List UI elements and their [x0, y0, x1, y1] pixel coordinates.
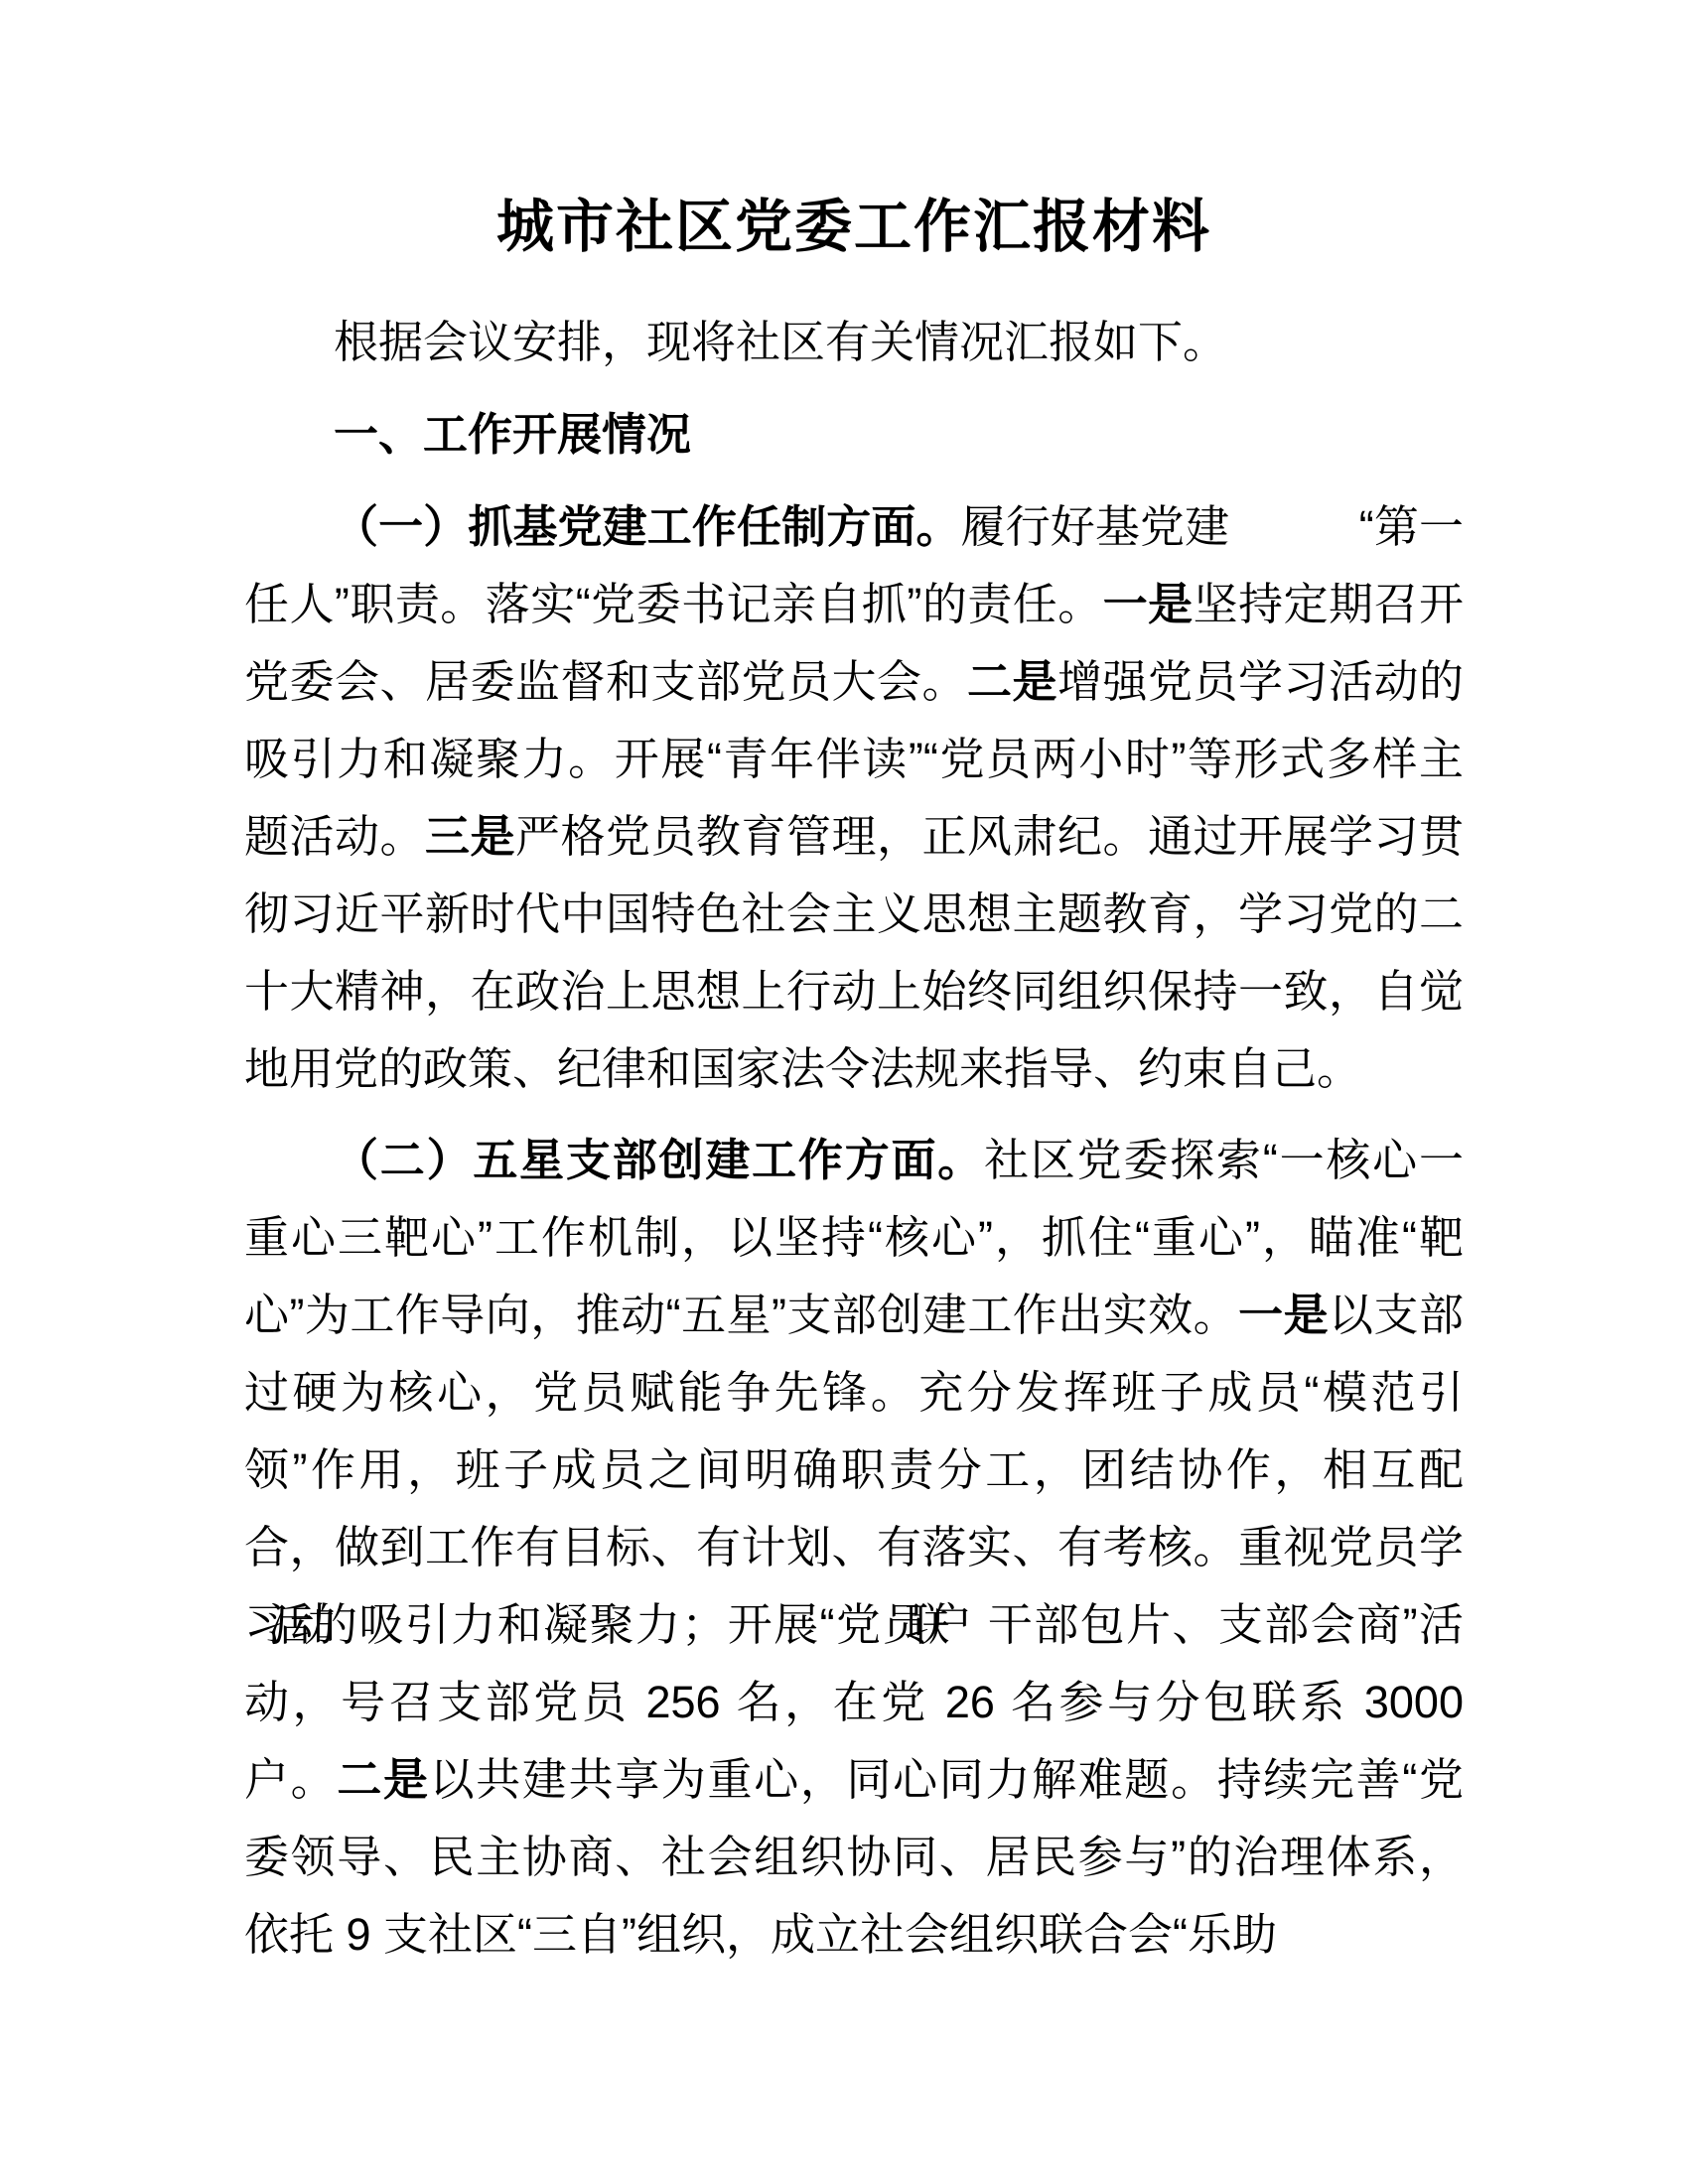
- text-run-normal: “第一任人”职责。落实“党委书记亲自抓”的责任。: [244, 501, 1464, 629]
- intro-paragraph: 根据会议安排，现将社区有关情况汇报如下。: [334, 317, 1228, 367]
- text-run-normal: 坚持定期召开党委会、居委监督和支部党员大会。: [244, 579, 1464, 707]
- paragraph-1: [244, 488, 1464, 1108]
- text-run-bold: 二是: [337, 1754, 430, 1805]
- text-run-bold: （二）五星支部创建工作方面。: [334, 1135, 985, 1185]
- section-heading: 一、工作开展情况: [334, 409, 692, 460]
- text-run-overlap: 习活动的: [244, 1599, 337, 1650]
- text-run-bold: 三是: [425, 811, 515, 862]
- text-run-bold: 一是: [1238, 1290, 1330, 1340]
- paragraph-2: [244, 1122, 1464, 1974]
- text-run-overlap: 员联户: [882, 1599, 951, 1650]
- text-run-normal: 严格党员教育管理，正风肃纪。通过开展学习贯彻习近平新时代中国特色社会主义思想主题教育，学习党的二十大精神，在政治上思想上行动上始终同组织保持一致，自觉地用党的政策、纪律和国家法令法规来指导、约束自己。: [244, 811, 1464, 1094]
- text-run-normal: 吸引力和凝聚力；开展“党: [358, 1599, 883, 1650]
- text-run-bold: （一）抓基党建工作任制方面。: [334, 501, 961, 552]
- text-block: [244, 0, 1464, 1987]
- text-run-normal: 以支部过硬为核心，党员赋能争先锋。充分发挥班子成员“模范引领”作用，班子成员之间明确职责分工，团结协作，相互配合，做到工作有目标、有计划、有落实、有考核。重视党员学: [244, 1290, 1464, 1572]
- text-run-bold: 二是: [966, 656, 1057, 707]
- text-run-normal: 履行好基党建: [960, 501, 1230, 552]
- text-run-normal: 社区党委探索“一核心一重心三靶心”工作机制，以坚持“核心”，抓住“重心”，瞄准“靶心”为工作导向，推动“五星”支部创建工作出实效。: [244, 1135, 1464, 1340]
- text-run-bold: 一是: [1102, 579, 1194, 629]
- text-run-normal: 增强党员学习活动的吸引力和凝聚力。开展“青年伴读”“党员两小时”等形式多样主题活动。: [244, 656, 1464, 862]
- text-run-normal: 以共建共享为重心，同心同力解难题。持续完善“党委领导、民主协商、社会组织协同、居民参与”的治理体系，依托 9 支社区“三自”组织，成立社会组织联合会“乐助: [244, 1754, 1464, 1960]
- document-body: [244, 304, 1464, 1974]
- text-run-normal: 干部包片、支部会商”活动，号召支部党员 256 名，在党 26 名参与分包联系 3000 户。: [244, 1599, 1464, 1805]
- document-title: 城市社区党委工作汇报材料: [495, 195, 1211, 259]
